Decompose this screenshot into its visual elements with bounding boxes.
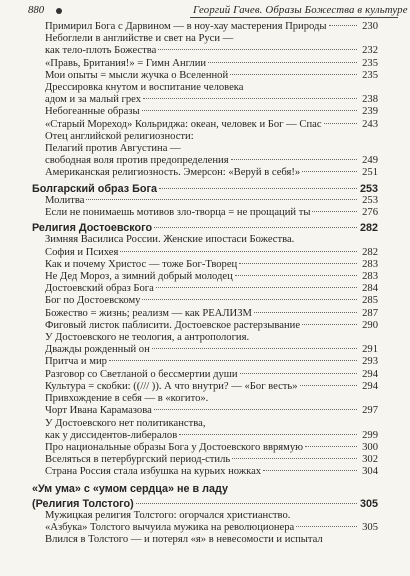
toc-entry bbox=[32, 195, 378, 207]
toc-entry bbox=[32, 320, 378, 332]
toc-entry bbox=[32, 207, 378, 219]
dot-leader bbox=[159, 188, 357, 189]
toc-entry-title: Разговор со Светланой о бессмертии души bbox=[45, 368, 238, 380]
toc-entry-title: Страна Россия стала избушка на курьих ножках bbox=[45, 466, 262, 478]
dot-leader bbox=[254, 312, 357, 313]
toc-entry-title: У Достоевского не теология, а антропология. bbox=[45, 332, 250, 344]
toc-entry bbox=[32, 442, 378, 454]
dot-leader bbox=[231, 159, 357, 160]
dot-leader bbox=[240, 373, 357, 374]
header-rule bbox=[190, 17, 398, 18]
toc-entry-title: как у диссидентов-либералов bbox=[45, 429, 178, 441]
toc-page-number: 251 bbox=[362, 167, 378, 179]
toc-entry-title: Привхождение в себя — в «когито». bbox=[45, 393, 209, 405]
dot-leader bbox=[156, 287, 357, 288]
toc-entry bbox=[32, 131, 378, 143]
toc-page-number: 302 bbox=[362, 454, 378, 466]
toc-entry-title: Влился в Толстого — и потерял «я» в невесомости и испытал bbox=[45, 534, 323, 546]
toc-entry bbox=[32, 58, 378, 70]
toc-page-number: 290 bbox=[362, 319, 378, 331]
dot-leader bbox=[179, 434, 357, 435]
dot-leader bbox=[324, 123, 357, 124]
toc-entry-title: У Достоевского нет политиканства, bbox=[45, 417, 206, 429]
toc-section-heading bbox=[32, 183, 378, 195]
dot-leader bbox=[208, 62, 357, 63]
toc-page-number: 294 bbox=[362, 380, 378, 392]
dot-leader bbox=[263, 470, 357, 471]
toc-entry-title: Небогеанные образы bbox=[45, 106, 140, 118]
toc-section-heading bbox=[32, 483, 378, 495]
dot-leader bbox=[312, 211, 357, 212]
page-header bbox=[28, 4, 408, 18]
toc-entry-title: Болгарский образ Бога bbox=[32, 182, 157, 195]
toc-page-number: 304 bbox=[362, 466, 378, 478]
toc-entry-title: Вселяться в петербургский период-стиль bbox=[45, 454, 231, 466]
toc-page-number: 300 bbox=[362, 441, 378, 453]
toc-entry bbox=[32, 271, 378, 283]
table-of-contents bbox=[32, 21, 378, 547]
toc-entry bbox=[32, 344, 378, 356]
toc-page-number: 305 bbox=[359, 497, 378, 510]
toc-entry-title: Чорт Ивана Карамазова bbox=[45, 405, 152, 417]
toc-page-number: 293 bbox=[362, 356, 378, 368]
toc-entry bbox=[32, 405, 378, 417]
toc-section-heading bbox=[32, 498, 378, 510]
toc-entry bbox=[32, 381, 378, 393]
toc-entry-title: Если не понимаешь мотивов зло-творца = не прощаций ты bbox=[45, 207, 311, 219]
toc-page-number: 294 bbox=[362, 368, 378, 380]
toc-entry bbox=[32, 534, 378, 546]
toc-entry-title: Культура = скобки: ((/// )). А что внутри? — «Бог весть» bbox=[45, 380, 298, 392]
dot-leader bbox=[300, 385, 357, 386]
toc-entry-title: Мужицкая религия Толстого: огорчался христианство. bbox=[45, 509, 291, 521]
toc-section-heading bbox=[32, 222, 378, 234]
dot-leader bbox=[152, 348, 357, 349]
toc-entry-title: свободная воля против предопределения bbox=[45, 155, 229, 167]
toc-entry bbox=[32, 119, 378, 131]
toc-page-number: 305 bbox=[362, 522, 378, 534]
toc-entry-title: Религия Достоевского bbox=[32, 222, 153, 235]
toc-entry-title: Как и почему Христос — тоже Бог-Творец bbox=[45, 258, 238, 270]
toc-entry bbox=[32, 94, 378, 106]
toc-page-number: 283 bbox=[362, 258, 378, 270]
running-title: Георгий Гачев. Образы Божества в культуре bbox=[193, 4, 408, 16]
toc-entry-title: Небоглели в английстве и свет на Руси — bbox=[45, 33, 234, 45]
toc-page-number: 243 bbox=[362, 118, 378, 130]
toc-entry bbox=[32, 155, 378, 167]
toc-page-number: 239 bbox=[362, 106, 378, 118]
toc-entry-title: «Азбука» Толстого вычуила мужика на революционера bbox=[45, 522, 295, 534]
toc-entry bbox=[32, 234, 378, 246]
toc-entry bbox=[32, 21, 378, 33]
toc-page-number: 287 bbox=[362, 307, 378, 319]
toc-entry-title: Достоевский образ Бога bbox=[45, 283, 154, 295]
toc-entry-title: Притча и мир bbox=[45, 356, 107, 368]
toc-page-number: 297 bbox=[362, 405, 378, 417]
dot-leader bbox=[305, 446, 357, 447]
toc-entry-title: София и Психея bbox=[45, 246, 119, 258]
toc-entry bbox=[32, 283, 378, 295]
dot-leader bbox=[296, 526, 357, 527]
toc-entry bbox=[32, 369, 378, 381]
toc-entry bbox=[32, 106, 378, 118]
dot-leader bbox=[143, 98, 357, 99]
toc-entry bbox=[32, 356, 378, 368]
toc-entry bbox=[32, 308, 378, 320]
toc-entry-title: как тело-плоть Божества bbox=[45, 45, 157, 57]
toc-entry bbox=[32, 167, 378, 179]
toc-page-number: 253 bbox=[359, 182, 378, 195]
dot-leader bbox=[154, 227, 357, 228]
dot-leader bbox=[142, 299, 357, 300]
dot-leader bbox=[302, 171, 357, 172]
toc-page-number: 283 bbox=[362, 271, 378, 283]
dot-leader bbox=[109, 360, 357, 361]
toc-entry-title: Зимняя Василиса России. Женские ипостаси Божества. bbox=[45, 234, 295, 246]
dot-leader bbox=[86, 199, 357, 200]
toc-entry bbox=[32, 430, 378, 442]
toc-entry bbox=[32, 45, 378, 57]
dot-leader bbox=[158, 49, 357, 50]
toc-entry-title: Отец английской религиозности: bbox=[45, 130, 194, 142]
toc-entry bbox=[32, 393, 378, 405]
toc-entry-title: Дважды рожденный он bbox=[45, 344, 150, 356]
toc-page-number: 299 bbox=[362, 429, 378, 441]
toc-page-number: 285 bbox=[362, 295, 378, 307]
toc-entry-title: Не Дед Мороз, а зимний добрый молодец bbox=[45, 271, 233, 283]
page-number: 880 bbox=[28, 4, 45, 16]
toc-page-number: 249 bbox=[362, 155, 378, 167]
toc-entry-title: (Религия Толстого) bbox=[32, 497, 134, 510]
toc-page-number: 232 bbox=[362, 45, 378, 57]
toc-entry bbox=[32, 33, 378, 45]
toc-entry-title: «Правь, Британия!» = Гимн Англии bbox=[45, 57, 207, 69]
dot-leader bbox=[136, 503, 357, 504]
toc-entry-title: Божество = жизнь; реализм — как РЕАЛИЗМ bbox=[45, 307, 252, 319]
toc-entry-title: Молитва bbox=[45, 194, 85, 206]
toc-page-number: 291 bbox=[362, 344, 378, 356]
toc-page-number: 235 bbox=[362, 57, 378, 69]
header-bullet bbox=[56, 8, 62, 14]
toc-entry-title: «Старый Мореход» Кольриджа: океан, человек и Бог — Спас bbox=[45, 118, 322, 130]
toc-page-number: 282 bbox=[359, 222, 378, 235]
dot-leader bbox=[235, 275, 357, 276]
toc-page-number: 238 bbox=[362, 94, 378, 106]
toc-entry-title: Фиговый листок паблисити. Достоевское растерзывание bbox=[45, 319, 301, 331]
dot-leader bbox=[120, 251, 357, 252]
toc-entry bbox=[32, 522, 378, 534]
toc-entry bbox=[32, 295, 378, 307]
toc-entry-title: Мои опыты = мысли жучка о Вселенной bbox=[45, 69, 229, 81]
toc-entry-title: Про национальные образы Бога у Достоевского вврямую bbox=[45, 441, 304, 453]
toc-entry bbox=[32, 143, 378, 155]
toc-entry bbox=[32, 332, 378, 344]
toc-page-number: 276 bbox=[362, 207, 378, 219]
toc-entry bbox=[32, 82, 378, 94]
toc-entry-title: «Ум ума» с «умом сердца» не в ладу bbox=[32, 482, 229, 495]
dot-leader bbox=[142, 110, 357, 111]
toc-entry-title: Американская религиозность. Эмерсон: «Веруй в себя!» bbox=[45, 167, 301, 179]
toc-entry bbox=[32, 454, 378, 466]
toc-entry bbox=[32, 510, 378, 522]
dot-leader bbox=[232, 458, 357, 459]
dot-leader bbox=[154, 409, 357, 410]
toc-entry-title: Бог по Достоевскому bbox=[45, 295, 141, 307]
dot-leader bbox=[230, 74, 357, 75]
toc-entry bbox=[32, 247, 378, 259]
toc-page-number: 253 bbox=[362, 194, 378, 206]
toc-page-number: 284 bbox=[362, 283, 378, 295]
dot-leader bbox=[329, 25, 357, 26]
toc-page-number: 235 bbox=[362, 69, 378, 81]
toc-entry-title: Дрессировка кнутом и воспитание человека bbox=[45, 82, 244, 94]
toc-page-number: 230 bbox=[362, 21, 378, 32]
toc-entry-title: адом и за малый грех bbox=[45, 94, 142, 106]
toc-entry-title: Примирил Бога с Дарвином — в ноу-хау мастерения Природы bbox=[45, 21, 327, 32]
toc-entry bbox=[32, 466, 378, 478]
toc-page-number: 282 bbox=[362, 246, 378, 258]
toc-entry bbox=[32, 418, 378, 430]
toc-entry bbox=[32, 259, 378, 271]
toc-entry bbox=[32, 70, 378, 82]
toc-entry-title: Пелагий против Августина — bbox=[45, 143, 181, 155]
dot-leader bbox=[302, 324, 357, 325]
dot-leader bbox=[239, 263, 357, 264]
